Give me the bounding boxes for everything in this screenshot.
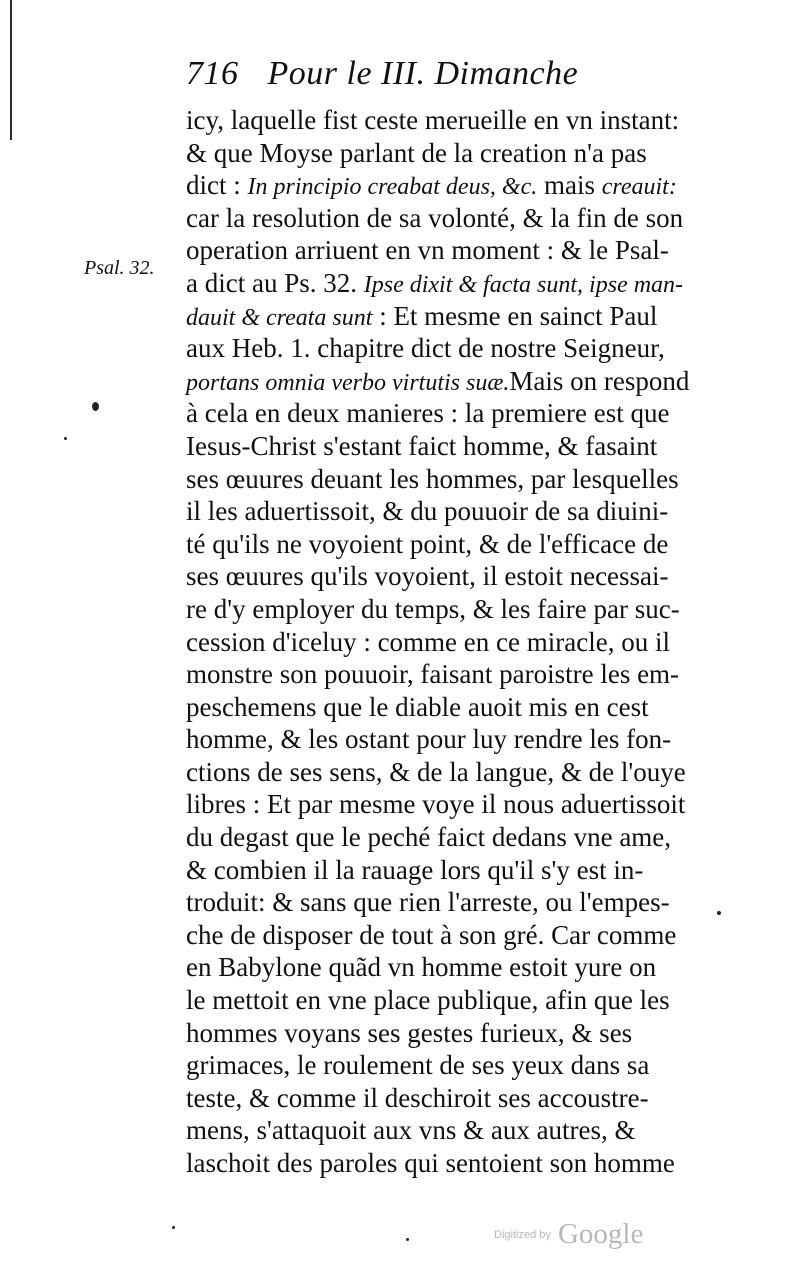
page-number: 716: [186, 55, 239, 92]
ink-speck: [92, 402, 99, 411]
text-segment: mais: [537, 170, 602, 201]
text-line: [186, 951, 686, 984]
text-segment: homme, & les ostant pour luy rendre les fon-: [186, 724, 672, 755]
text-line: [186, 365, 690, 398]
text-line: [186, 886, 686, 919]
text-line: [186, 756, 686, 789]
text-segment: dict :: [186, 170, 248, 201]
text-line: [186, 723, 686, 756]
text-segment: teste, & comme il deschiroit ses accoustre-: [186, 1082, 649, 1113]
text-segment: il les aduertissoit, & du pouuoir de sa diuini-: [186, 496, 669, 527]
text-line: [186, 137, 686, 170]
text-segment: Iesus-Christ s'estant faict homme, & fasaint: [186, 430, 658, 461]
text-segment: operation arriuent en vn moment : & le Psal-: [186, 235, 669, 266]
ink-speck: [717, 911, 721, 915]
ink-speck: [64, 437, 67, 440]
text-line: [186, 267, 686, 300]
running-header: [186, 52, 646, 96]
latin-quotation: In principio creabat deus, &c.: [247, 174, 538, 201]
watermark-prefix: Digitized by: [494, 1228, 551, 1241]
text-line: [186, 332, 686, 365]
page-binding-edge: [10, 0, 12, 140]
text-segment: : Et mesme en sainct Paul: [372, 300, 658, 331]
text-segment: cession d'iceluy : comme en ce miracle, ou il: [186, 626, 670, 657]
text-segment: du degast que le peché faict dedans vne ame,: [186, 822, 672, 853]
text-line: [186, 1082, 686, 1115]
text-segment: peschemens que le diable auoit mis en cest: [186, 691, 649, 722]
text-segment: Mais on respond: [509, 365, 690, 396]
text-line: [186, 593, 686, 626]
text-line: [186, 626, 686, 659]
text-segment: ses œuures qu'ils voyoient, il estoit necessai-: [186, 561, 669, 592]
text-segment: re d'y employer du temps, & les faire par suc-: [186, 593, 680, 624]
text-segment: car la resolution de sa volonté, & la fin de son: [186, 202, 684, 233]
text-line: [186, 104, 686, 137]
digitized-watermark: [494, 1218, 643, 1251]
body-text: [186, 104, 690, 1180]
text-segment: le mettoit en vne place publique, afin que les: [186, 985, 670, 1016]
text-line: [186, 560, 686, 593]
latin-quotation: dauit & creata sunt: [186, 304, 373, 331]
text-segment: grimaces, le roulement de ses yeux dans sa: [186, 1050, 650, 1081]
text-segment: à cela en deux manieres : la premiere est que: [186, 398, 670, 429]
text-segment: té qu'ils ne voyoient point, & de l'efficace de: [186, 528, 669, 559]
text-line: [186, 169, 686, 202]
text-line: [186, 397, 686, 430]
text-segment: che de disposer de tout à son gré. Car comme: [186, 919, 677, 950]
text-segment: aux Heb. 1. chapitre dict de nostre Seigneur,: [186, 333, 665, 364]
google-logo: Google: [557, 1218, 644, 1250]
text-line: [186, 788, 686, 821]
text-line: [186, 1049, 686, 1082]
text-line: [186, 202, 686, 235]
text-line: [186, 1147, 686, 1180]
text-segment: ses œuures deuant les hommes, par lesquelles: [186, 463, 679, 494]
text-segment: & que Moyse parlant de la creation n'a pas: [186, 137, 647, 168]
text-line: [186, 1114, 686, 1147]
text-line: [186, 495, 686, 528]
latin-quotation: creauit:: [601, 174, 677, 201]
text-segment: hommes voyans ses gestes furieux, & ses: [186, 1017, 633, 1048]
text-segment: ctions de ses sens, & de la langue, & de l'ouye: [186, 756, 686, 787]
text-line: [186, 691, 686, 724]
running-title: Pour le III. Dimanche: [267, 55, 579, 92]
latin-quotation: Ipse dixit & facta sunt, ipse man-: [363, 271, 684, 298]
text-line: [186, 430, 686, 463]
text-line: [186, 528, 686, 561]
text-line: [186, 854, 686, 887]
text-line: [186, 658, 686, 691]
text-line: [186, 919, 686, 952]
text-segment: mens, s'attaquoit aux vns & aux autres, &: [186, 1115, 636, 1146]
text-line: [186, 463, 686, 496]
ink-speck: [406, 1238, 409, 1241]
text-line: [186, 1017, 686, 1050]
text-segment: & combien il la rauage lors qu'il s'y est in-: [186, 854, 644, 885]
text-segment: troduit: & sans que rien l'arreste, ou l'empes-: [186, 887, 670, 918]
text-line: [186, 821, 686, 854]
text-segment: en Babylone quãd vn homme estoit yure on: [186, 952, 657, 983]
text-segment: icy, laquelle fist ceste merueille en vn instant:: [186, 105, 680, 135]
text-line: [186, 300, 686, 333]
text-segment: laschoit des paroles qui sentoient son homme: [186, 1148, 675, 1178]
ink-speck: [172, 1226, 175, 1229]
latin-quotation: portans omnia verbo virtutis suæ.: [186, 369, 510, 396]
text-segment: libres : Et par mesme voye il nous aduertissoit: [186, 789, 686, 820]
text-segment: monstre son pouuoir, faisant paroistre les em-: [186, 659, 680, 690]
text-segment: a dict au Ps. 32.: [186, 267, 364, 298]
margin-note: Psal. 32.: [84, 257, 155, 279]
text-line: [186, 234, 686, 267]
text-line: [186, 984, 686, 1017]
